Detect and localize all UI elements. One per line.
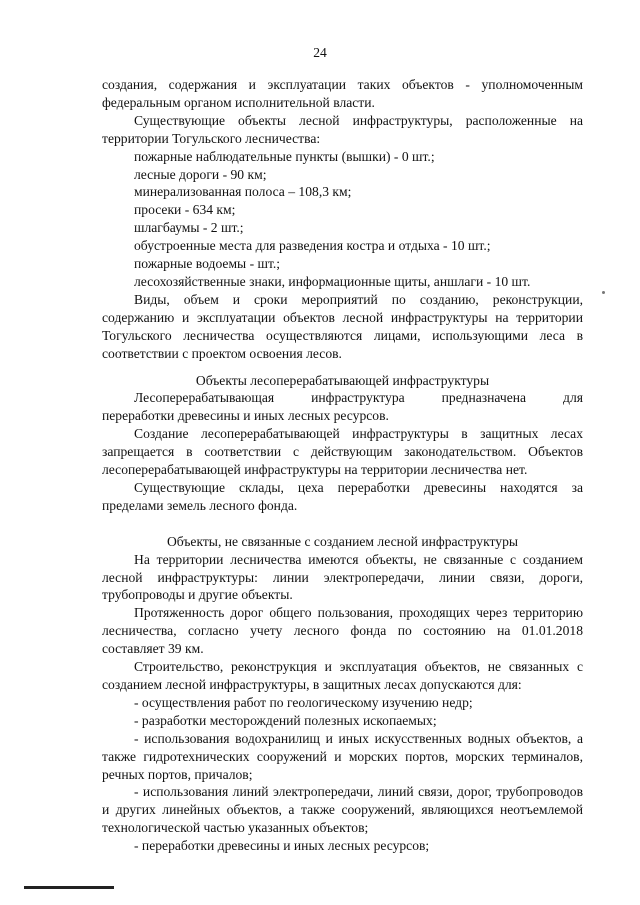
processing-paragraph-3: Существующие склады, цеха переработки древесины находятся за пределами земель лесного фонда.: [102, 479, 583, 513]
bottom-rule: [24, 886, 114, 889]
section-heading-processing: Объекты лесоперерабатывающей инфраструктуры: [195, 372, 490, 388]
list-item: просеки - 634 км;: [134, 202, 236, 218]
list-item: лесные дороги - 90 км;: [134, 166, 267, 182]
existing-objects-list: [102, 148, 583, 291]
list-item: - переработки древесины и иных лесных ресурсов;: [134, 838, 430, 854]
intro-line-1: создания, содержания и эксплуатации таких объектов - уполномоченным: [102, 77, 583, 92]
processing-paragraph-1-line-1: Лесоперерабатывающая инфраструктура предназначена для: [134, 390, 583, 406]
list-item: пожарные водоемы - шт.;: [134, 256, 281, 272]
list-item: - использования линий электропередачи, линий связи, дорог, трубопроводов и других линейных объектов, а также сооружений, являющихся неотъемлемой технологической частью указанных объектов;: [102, 784, 583, 836]
non-forest-paragraph-1: На территории лесничества имеются объекты, не связанные с созданием лесной инфраструктуры: линии электропередачи, линии связи, дороги, трубопроводы и другие объекты.: [102, 551, 583, 603]
existing-objects-intro: Существующие объекты лесной инфраструктуры, расположенные на территории Тогульского лесничества:: [102, 112, 583, 146]
non-forest-paragraph-2: Протяженность дорог общего пользования, проходящих через территорию лесничества, согласно учету лесного фонда по состоянию на 01.01.2018 составляет 39 км.: [102, 605, 583, 657]
list-item: обустроенные места для разведения костра и отдыха - 10 шт.;: [134, 238, 491, 254]
list-item: минерализованная полоса – 108,3 км;: [134, 184, 352, 200]
list-item: - разработки месторождений полезных ископаемых;: [134, 712, 437, 728]
intro-line-2: федеральным органом исполнительной власти.: [102, 94, 375, 110]
list-item: лесохозяйственные знаки, информационные щиты, аншлаги - 10 шт.: [134, 273, 531, 289]
list-item: - использования водохранилищ и иных искусственных водных объектов, а также гидротехнических сооружений и морских портов, морских терминалов, речных портов, причалов;: [102, 730, 583, 782]
section-heading-non-forest: Объекты, не связанные с созданием лесной инфраструктуры: [166, 533, 518, 549]
non-forest-paragraph-3: Строительство, реконструкция и эксплуатация объектов, не связанных с созданием лесной инфраструктуры, в защитных лесах допускаются для:: [102, 659, 583, 692]
scan-dot: [602, 291, 605, 294]
processing-paragraph-2: Создание лесоперерабатывающей инфраструктуры в защитных лесах запрещается в соответствии с действующим законодательством. Объектов лесоперерабатывающей инфраструктуры на территории лесничества нет.: [102, 426, 583, 478]
list-item: шлагбаумы - 2 шт.;: [134, 220, 244, 236]
permitted-uses-list: [102, 694, 583, 855]
processing-paragraph-1-line-2: переработки древесины и иных лесных ресурсов.: [102, 408, 389, 424]
document-body: [102, 76, 583, 855]
list-item: - осуществления работ по геологическому изучению недр;: [134, 694, 473, 710]
list-item: пожарные наблюдательные пункты (вышки) - 0 шт.;: [134, 148, 435, 164]
measures-paragraph: Виды, объем и сроки мероприятий по созданию, реконструкции, содержанию и эксплуатации объектов лесной инфраструктуры на территории Тогульского лесничества осуществляются лицами, использующими леса в соответствии с проектом освоения лесов.: [102, 291, 583, 361]
page-number: 24: [313, 45, 327, 60]
